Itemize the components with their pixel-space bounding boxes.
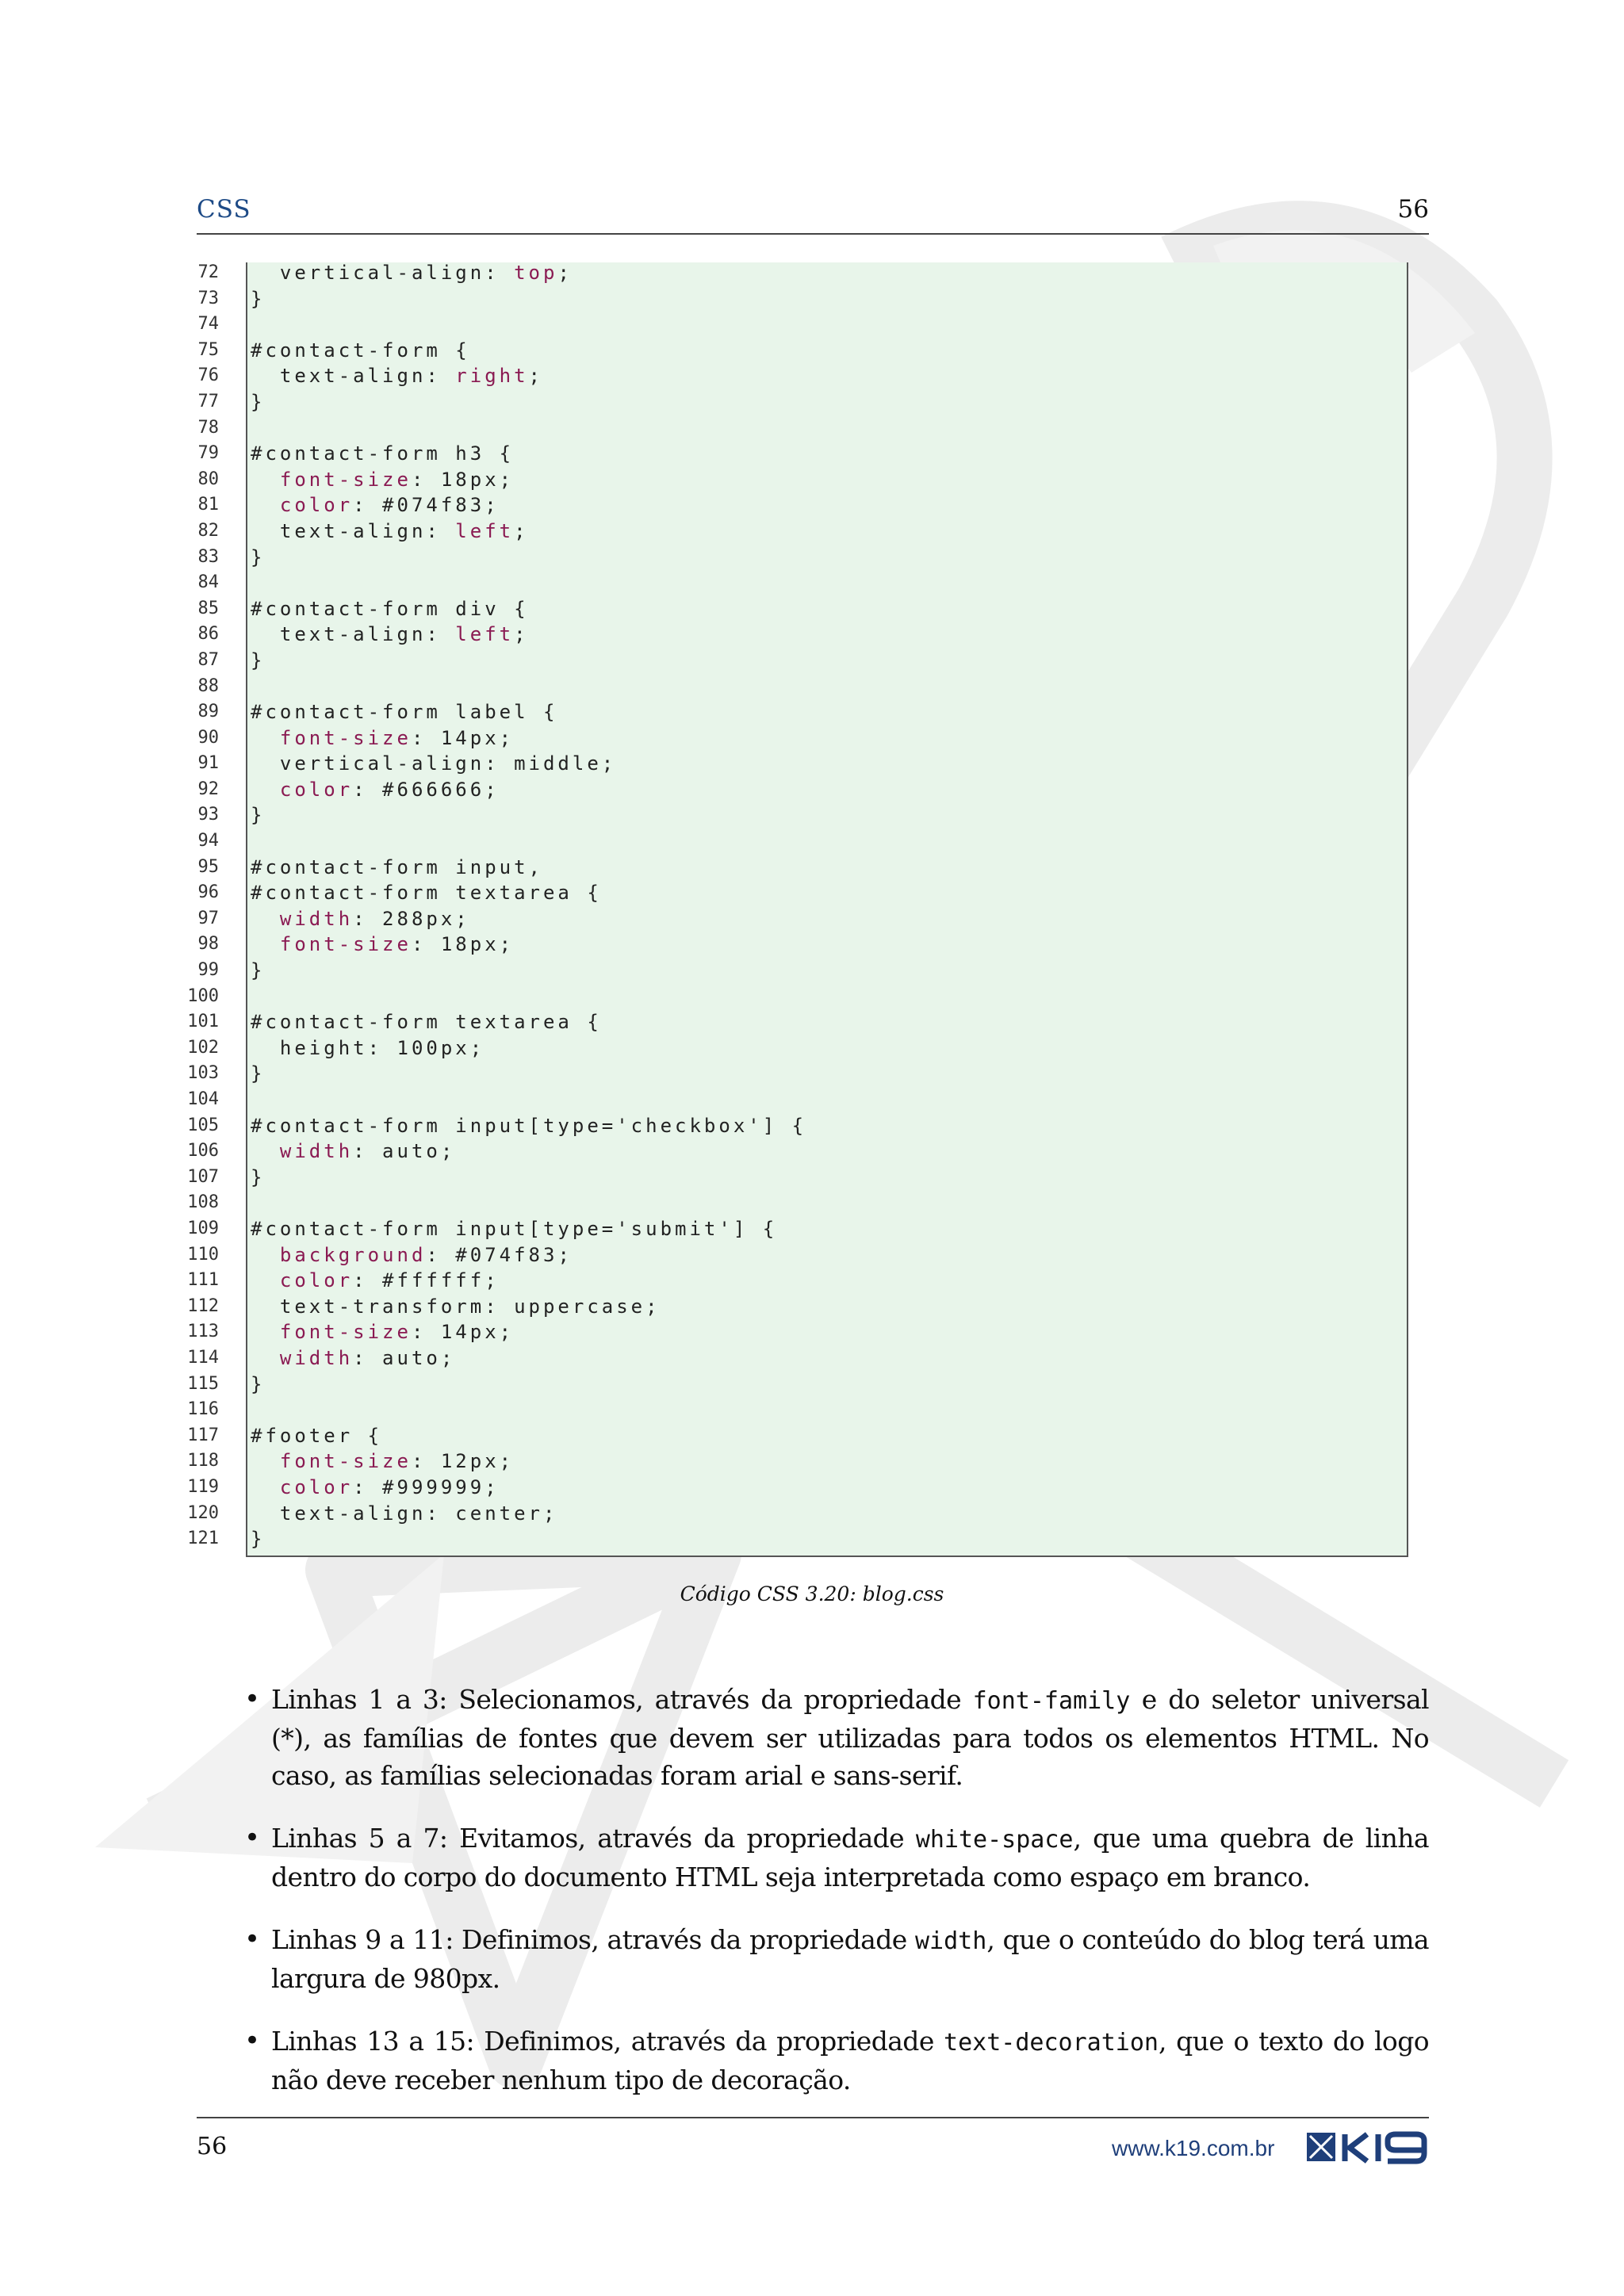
footer-rule [197,2117,1429,2118]
line-number: 98 [197,934,219,955]
code-text: } [251,287,266,310]
code-text: : auto; [353,1140,456,1163]
code-line [251,1242,1392,1269]
line-number: 92 [197,779,219,799]
code-text: text-align: [251,365,456,388]
line-number: 84 [197,572,219,593]
code-line [251,984,1392,1010]
text-run: e do seletor universal (*), as famílias de fontes que devem ser utilizadas para todos os elementos HTML. No caso, as famílias selecionadas foram arial e sans-serif. [271,1684,1429,1791]
code-keyword: font-size [279,1321,412,1344]
text-run: Linhas 9 a 11: Definimos, através da propriedade [271,1924,915,1955]
code-line [251,828,1392,855]
line-number: 93 [197,805,219,825]
explanation-text [271,1820,1429,1896]
inline-code: width [915,1927,987,1955]
code-line [251,1526,1392,1552]
line-number: 101 [187,1012,219,1032]
code-text: #contact-form h3 { [251,442,515,465]
code-line [251,1190,1392,1216]
code-text: } [251,1062,266,1085]
code-text [251,1476,280,1498]
code-line [251,260,1392,286]
code-text: : #ffffff; [353,1269,500,1292]
code-caption: Código CSS 3.20: blog.css [680,1582,944,1605]
line-number: 97 [197,908,219,928]
footer-url: www.k19.com.br [1112,2136,1275,2160]
inline-code: font-family [972,1687,1131,1715]
code-keyword: font-size [279,1450,412,1473]
code-keyword: top [514,262,558,284]
code-line [251,312,1392,338]
line-number: 81 [197,495,219,515]
code-line [251,1501,1392,1527]
code-text: height: 100px; [251,1036,485,1059]
line-number: 87 [197,649,219,670]
text-run: , que o conteúdo do blog terá uma largura de 980px. [271,1924,1430,1994]
line-number: 104 [187,1089,219,1109]
code-listing [251,260,1392,1552]
text-run: , que uma quebra de linha dentro do corpo do documento HTML seja interpretada como espaço em branco. [271,1823,1429,1892]
code-line [251,880,1392,906]
code-text: ; [528,365,543,388]
code-keyword: font-size [279,468,412,491]
code-line [251,725,1392,752]
code-text: text-align: [251,623,456,646]
line-number: 121 [187,1529,219,1549]
code-keyword: width [279,1140,354,1163]
code-text [251,933,280,955]
code-line [251,1268,1392,1294]
code-text: ; [514,623,529,646]
code-line [251,363,1392,389]
line-number: 115 [187,1373,219,1394]
text-run: Linhas 13 a 15: Definimos, através da propriedade [271,2026,944,2057]
line-number: 82 [197,520,219,541]
code-text: ; [557,262,573,284]
text-run: , que o texto do logo não deve receber nenhum tipo de decoração. [271,2026,1429,2095]
code-text: } [251,649,266,672]
inline-code: white-space [915,1826,1074,1854]
section-title: CSS [197,195,251,224]
line-number: 110 [187,1244,219,1265]
header-page-number: 56 [1397,195,1429,224]
code-text [251,1269,280,1292]
code-text: : auto; [353,1346,456,1369]
code-text: #contact-form { [251,339,470,362]
code-text: text-align: [251,519,456,542]
line-number: 114 [187,1347,219,1368]
explanation-text [271,2022,1429,2099]
code-text: #contact-form textarea { [251,882,602,905]
code-text: } [251,959,266,982]
code-keyword: left [455,519,515,542]
code-line [251,855,1392,881]
explanation-list [244,1681,1429,2124]
code-line [251,1345,1392,1372]
line-number: 96 [197,882,219,903]
explanation-item [244,1681,1429,1794]
code-line-numbers [176,260,219,1552]
line-number: 77 [197,391,219,411]
code-text: : 14px; [411,1321,515,1344]
code-line [251,1138,1392,1165]
code-text: ; [514,519,529,542]
code-text: : #074f83; [353,494,500,517]
explanation-text [271,1921,1429,1997]
line-number: 116 [187,1399,219,1420]
code-line [251,1475,1392,1501]
code-line [251,441,1392,467]
k19-logo-icon [1305,2130,1429,2164]
line-number: 119 [187,1476,219,1497]
code-keyword: color [279,1269,354,1292]
code-keyword: width [279,1346,354,1369]
line-number: 78 [197,417,219,438]
line-number: 79 [197,443,219,464]
line-number: 100 [187,985,219,1006]
text-run: Linhas 5 a 7: Evitamos, através da propriedade [271,1823,916,1854]
code-text [251,1140,280,1162]
code-line [251,1035,1392,1062]
line-number: 106 [187,1141,219,1161]
code-text: #footer { [251,1424,383,1447]
code-line [251,1087,1392,1113]
code-line [251,906,1392,932]
bullet-icon: • [244,1822,261,1854]
code-text: text-transform: uppercase; [251,1295,661,1318]
code-text: : #999999; [353,1475,500,1498]
code-text: #contact-form input[type='submit'] { [251,1217,778,1240]
line-number: 89 [197,702,219,722]
line-number: 90 [197,727,219,748]
code-line [251,1294,1392,1320]
code-line [251,1113,1392,1139]
code-line [251,286,1392,312]
code-line [251,415,1392,442]
code-line [251,932,1392,958]
code-text: : 12px; [411,1450,515,1473]
inline-code: text-decoration [944,2029,1159,2057]
code-text: #contact-form label { [251,701,558,724]
code-text [251,494,280,516]
code-line [251,622,1392,648]
explanation-item [244,2022,1429,2099]
line-number: 73 [197,288,219,308]
code-line [251,492,1392,519]
explanation-text [271,1681,1429,1794]
line-number: 95 [197,856,219,877]
code-text: : 18px; [411,933,515,956]
code-text: #contact-form div { [251,597,529,620]
code-text [251,1244,280,1266]
footer-page-number: 56 [197,2133,228,2160]
explanation-item [244,1820,1429,1896]
code-text [251,779,280,801]
line-number: 91 [197,753,219,774]
line-number: 99 [197,960,219,981]
code-text: vertical-align: middle; [251,752,617,775]
code-line [251,1397,1392,1423]
bullet-icon: • [244,1683,261,1715]
code-line [251,570,1392,596]
line-number: 72 [197,262,219,282]
line-number: 83 [197,546,219,567]
line-number: 107 [187,1166,219,1187]
line-number: 111 [187,1270,219,1291]
code-line [251,699,1392,725]
code-line [251,545,1392,571]
code-line [251,1165,1392,1191]
code-keyword: font-size [279,933,412,956]
code-text [251,1321,280,1343]
code-line [251,674,1392,700]
line-number: 74 [197,314,219,335]
bullet-icon: • [244,2025,261,2057]
line-number: 117 [187,1425,219,1445]
line-number: 86 [197,624,219,645]
line-number: 105 [187,1115,219,1135]
code-line [251,389,1392,415]
code-text: #contact-form input[type='checkbox'] { [251,1114,807,1137]
code-text: text-align: center; [251,1502,558,1525]
code-keyword: color [279,494,354,517]
code-text: } [251,545,266,568]
line-number: 94 [197,831,219,851]
line-number: 112 [187,1295,219,1316]
line-number: 120 [187,1502,219,1523]
line-number: 76 [197,365,219,386]
code-line [251,1061,1392,1087]
code-line [251,751,1392,777]
line-number: 102 [187,1037,219,1058]
code-text: } [251,390,266,413]
code-text: #contact-form textarea { [251,1011,602,1034]
code-text [251,908,280,930]
code-line [251,1448,1392,1475]
code-line [251,1423,1392,1449]
code-text [251,727,280,749]
code-keyword: background [279,1243,427,1266]
code-text: : #074f83; [426,1243,573,1266]
code-line [251,1216,1392,1242]
code-line [251,777,1392,803]
line-number: 108 [187,1192,219,1213]
code-text: : 288px; [353,907,470,930]
code-keyword: left [455,623,515,646]
line-number: 80 [197,469,219,489]
code-line [251,467,1392,493]
code-text: } [251,1165,266,1188]
code-text: : #666666; [353,778,500,801]
bullet-icon: • [244,1923,261,1955]
code-line [251,802,1392,828]
code-text: : 18px; [411,468,515,491]
code-keyword: width [279,907,354,930]
code-text: : 14px; [411,726,515,749]
code-line [251,1372,1392,1398]
code-text [251,1347,280,1369]
code-line [251,338,1392,364]
code-keyword: color [279,1475,354,1498]
code-text: vertical-align: [251,262,515,284]
line-number: 109 [187,1218,219,1238]
running-header [197,195,1429,233]
code-line [251,596,1392,622]
code-text [251,1450,280,1472]
header-rule [197,233,1429,235]
code-line [251,1319,1392,1345]
code-text: } [251,1528,266,1551]
text-run: Linhas 1 a 3: Selecionamos, através da propriedade [271,1684,973,1715]
line-number: 88 [197,675,219,696]
line-number: 75 [197,339,219,360]
code-line [251,1009,1392,1035]
code-text [251,469,280,491]
code-keyword: color [279,778,354,801]
line-number: 103 [187,1063,219,1084]
line-number: 118 [187,1451,219,1471]
line-number: 85 [197,598,219,618]
code-line [251,958,1392,984]
code-text: } [251,804,266,827]
code-text: #contact-form input, [251,855,543,878]
explanation-item [244,1921,1429,1997]
code-line [251,519,1392,545]
code-text: } [251,1372,266,1395]
code-line [251,648,1392,674]
line-number: 113 [187,1322,219,1342]
code-keyword: font-size [279,726,412,749]
code-keyword: right [455,365,529,388]
